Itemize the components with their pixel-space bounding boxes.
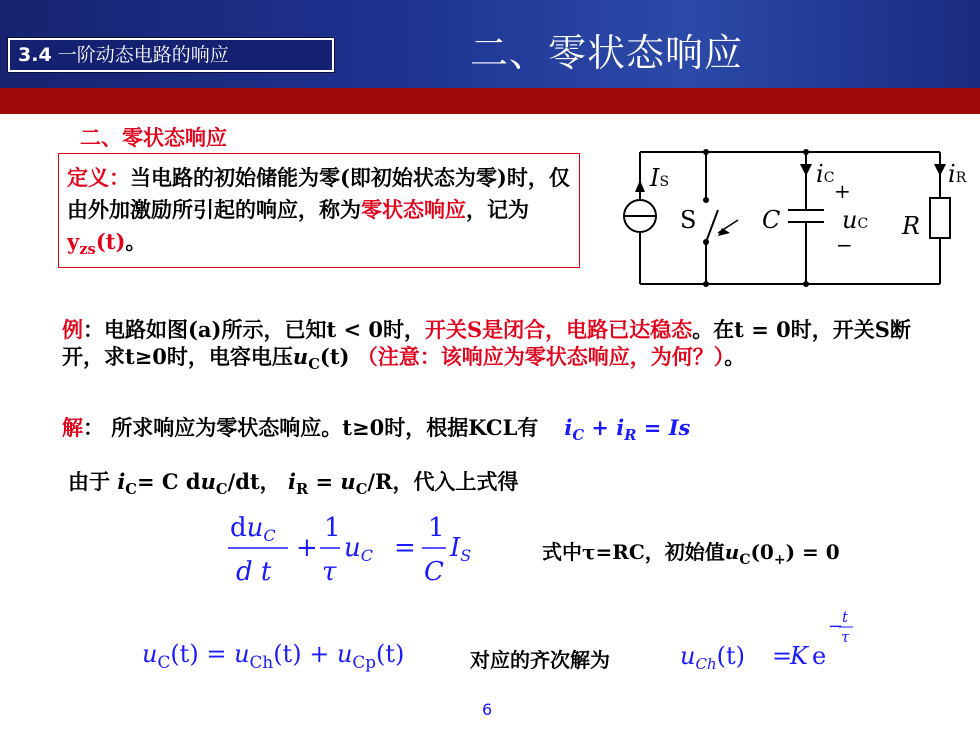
resistor-label: R: [902, 212, 921, 240]
subheading: 二、零状态响应: [80, 126, 227, 150]
header-red-strip: [0, 88, 980, 114]
example-variable: $u_C(t)$: [292, 344, 357, 374]
resistor: [930, 198, 950, 238]
svg-text:τ: τ: [841, 628, 850, 646]
definition-end: 。: [125, 229, 147, 254]
capacitor-label: C: [762, 206, 781, 234]
svg-text:uC: uC: [344, 533, 373, 565]
section-number: 3.4: [18, 44, 52, 66]
solution-label: 解: [62, 415, 83, 440]
switch-label: S: [680, 206, 697, 234]
example-text: ：电路如图(a)所示，已知t < 0时，: [83, 317, 426, 342]
svg-text:−: −: [828, 616, 844, 637]
svg-text:d t: d t: [236, 557, 272, 587]
svg-text:1: 1: [324, 513, 341, 543]
definition-text-2: ，记为: [466, 197, 529, 222]
definition-text: 当电路的初始储能为零(即初始状态为零)时，仅由外加激励所引起的响应，称为: [67, 165, 570, 222]
example-note: （注意：该响应为零状态响应，为何？）: [356, 344, 725, 369]
definition-symbol: $y_{zs}(t)$: [67, 229, 126, 259]
svg-text:K: K: [790, 642, 808, 670]
plus-sign: +: [834, 179, 851, 203]
svg-text:duC: duC: [230, 513, 276, 545]
kcl-equation: $i_C + i_R = Is$: [564, 415, 691, 445]
circuit-svg: [610, 142, 967, 292]
svg-text:τ: τ: [322, 557, 337, 587]
svg-text:t: t: [842, 608, 849, 626]
svg-text:e: e: [812, 642, 827, 670]
ir-label: iR: [948, 160, 967, 188]
example-text-2: 。在t = 0时，开关S断开，求t≥0时，电容电压: [62, 317, 911, 369]
ic-arrow: [800, 164, 812, 176]
substitution-line: 由于 $i_C= C$ $du_C/dt$， $i_R = u_C/R$，代入上式得: [68, 469, 519, 499]
slide-title: 二、零状态响应: [470, 31, 744, 75]
svg-text:1: 1: [428, 513, 445, 543]
svg-text:=: =: [394, 533, 416, 563]
example-end: 。: [724, 344, 746, 369]
definition-term: 零状态响应: [361, 197, 466, 222]
ode-svg: [226, 508, 526, 598]
svg-text:IS: IS: [450, 533, 472, 565]
ic-label: iC: [816, 160, 835, 188]
section-label: [8, 38, 334, 72]
definition-box: [58, 153, 580, 268]
example-label: 例: [62, 317, 83, 342]
ir-arrow: [934, 164, 946, 176]
svg-text:C: C: [424, 557, 444, 587]
tau-note: 式中τ=RC，初始值$u_C(0_+) = 0$: [542, 540, 840, 568]
definition-label: 定义：: [67, 165, 130, 190]
is-label: IS: [650, 164, 670, 192]
homog-svg: [676, 608, 876, 678]
svg-text:uCh(t): $u_{Ch}(t)$: [680, 642, 745, 673]
svg-text:+: +: [296, 533, 318, 563]
uc-label: uC: [842, 206, 869, 234]
minus-sign: −: [836, 233, 853, 257]
homogeneous-label: 对应的齐次解为: [470, 648, 610, 672]
circuit-diagram: [610, 142, 967, 296]
source-arrow: [635, 180, 645, 192]
solution-line: [62, 412, 690, 444]
svg-text:=: =: [772, 642, 793, 670]
page-number: 6: [482, 700, 493, 719]
solution-decomposition: $u_C(t) = u_{Ch}(t) + u_{Cp}(t)$: [142, 640, 405, 672]
example-highlight: 开关S是闭合，电路已达稳态: [425, 317, 693, 342]
solution-text: ： 所求响应为零状态响应。t≥0时，根据KCL有: [83, 415, 539, 440]
switch-blade: [706, 210, 718, 242]
homogeneous-solution: [676, 608, 876, 682]
section-title: 一阶动态电路的响应: [51, 44, 229, 66]
example-paragraph: [62, 316, 942, 378]
differential-equation: [226, 508, 526, 602]
